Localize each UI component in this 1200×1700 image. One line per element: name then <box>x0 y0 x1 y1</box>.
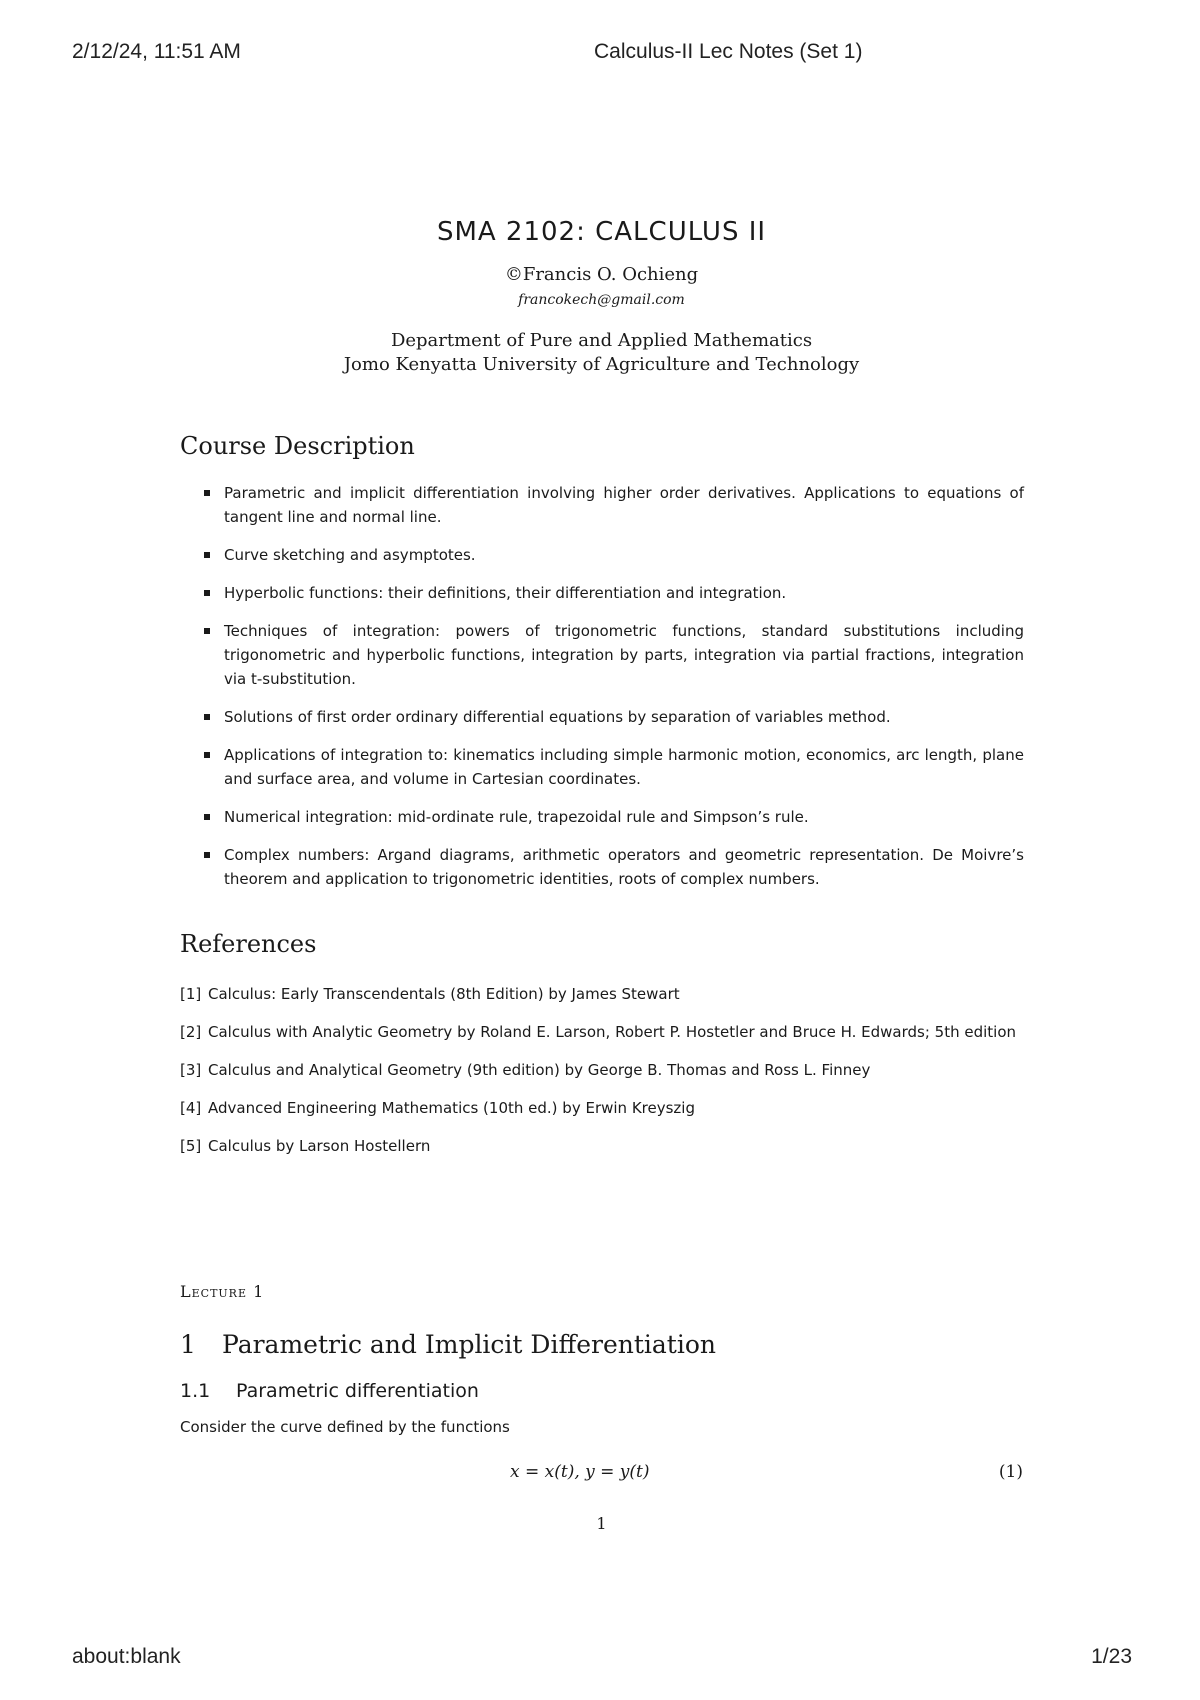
reference-number: [3] <box>180 1061 202 1079</box>
university-line: Jomo Kenyatta University of Agriculture and Technology <box>343 354 860 375</box>
list-item-text: Applications of integration to: kinematics including simple harmonic motion, economics, arc length, plane and surface area, and volume in Cartesian coordinates. <box>224 746 1024 788</box>
print-datetime: 2/12/24, 11:51 AM <box>72 40 241 63</box>
list-item <box>204 581 1024 605</box>
bullet-icon <box>204 852 210 858</box>
reference-text: Advanced Engineering Mathematics (10th ed.) by Erwin Kreyszig <box>208 1099 695 1117</box>
list-item-text: Solutions of first order ordinary differential equations by separation of variables method. <box>224 708 891 726</box>
list-item-text: Complex numbers: Argand diagrams, arithmetic operators and geometric representation. De Moivre’s theorem and application to trigonometric identities, roots of complex numbers. <box>224 846 1024 888</box>
print-header <box>0 40 1200 70</box>
print-page-count: 1/23 <box>1091 1645 1132 1668</box>
subsection-number: 1.1 <box>180 1380 211 1402</box>
section-number: 1 <box>180 1330 196 1359</box>
reference-number: [5] <box>180 1137 202 1155</box>
reference-text: Calculus: Early Transcendentals (8th Edition) by James Stewart <box>208 985 680 1003</box>
list-item <box>204 805 1024 829</box>
author-email: francokech@gmail.com <box>518 292 685 308</box>
bullet-icon <box>204 752 210 758</box>
reference-text: Calculus by Larson Hostellern <box>208 1137 431 1155</box>
references-heading: References <box>180 930 317 958</box>
list-item-text: Techniques of integration: powers of trigonometric functions, standard substitutions including trigonometric and hyperbolic functions, integration by parts, integration via partial fractions, integration via t-substitution. <box>224 622 1024 688</box>
print-url: about:blank <box>72 1645 181 1668</box>
list-item <box>204 705 1024 729</box>
reference-text: Calculus and Analytical Geometry (9th edition) by George B. Thomas and Ross L. Finney <box>208 1061 871 1079</box>
reference-item <box>180 1096 1023 1120</box>
bullet-icon <box>204 552 210 558</box>
course-description-list <box>204 481 1024 905</box>
list-item-text: Curve sketching and asymptotes. <box>224 546 476 564</box>
list-item <box>204 481 1024 529</box>
reference-number: [2] <box>180 1023 202 1041</box>
section-title: Parametric and Implicit Differentiation <box>222 1330 717 1359</box>
equation-expression: x = x(t), y = y(t) <box>510 1462 650 1482</box>
list-item-text: Numerical integration: mid-ordinate rule, trapezoidal rule and Simpson’s rule. <box>224 808 809 826</box>
reference-number: [1] <box>180 985 202 1003</box>
bullet-icon <box>204 814 210 820</box>
reference-item <box>180 982 1023 1006</box>
reference-item <box>180 1020 1023 1044</box>
department-line: Department of Pure and Applied Mathematics <box>390 330 813 351</box>
print-doc-title: Calculus-II Lec Notes (Set 1) <box>594 40 863 63</box>
list-item-text: Hyperbolic functions: their definitions, their differentiation and integration. <box>224 584 787 602</box>
reference-number: [4] <box>180 1099 202 1117</box>
document-title: SMA 2102: CALCULUS II <box>436 217 767 248</box>
subsection-title: Parametric differentiation <box>236 1380 479 1402</box>
course-description-heading: Course Description <box>180 432 415 460</box>
reference-item <box>180 1058 1023 1082</box>
reference-item <box>180 1134 1023 1158</box>
subsection-heading <box>180 1380 479 1402</box>
page-number: 1 <box>596 1514 607 1533</box>
author-line: ©Francis O. Ochieng <box>504 264 699 285</box>
list-item <box>204 619 1024 691</box>
lecture-label: Lecture 1 <box>180 1282 265 1301</box>
section-heading <box>180 1330 716 1359</box>
list-item-text: Parametric and implicit differentiation involving higher order derivatives. Applications to equations of tangent line and normal line. <box>224 484 1024 526</box>
list-item <box>204 743 1024 791</box>
references-list <box>180 982 1023 1172</box>
equation-number: (1) <box>998 1462 1023 1482</box>
bullet-icon <box>204 628 210 634</box>
list-item <box>204 843 1024 891</box>
bullet-icon <box>204 714 210 720</box>
list-item <box>204 543 1024 567</box>
bullet-icon <box>204 590 210 596</box>
bullet-icon <box>204 490 210 496</box>
reference-text: Calculus with Analytic Geometry by Roland E. Larson, Robert P. Hostetler and Bruce H. Edwards; 5th edition <box>208 1023 1017 1041</box>
print-footer <box>0 1645 1200 1675</box>
intro-paragraph: Consider the curve defined by the functions <box>180 1418 510 1436</box>
